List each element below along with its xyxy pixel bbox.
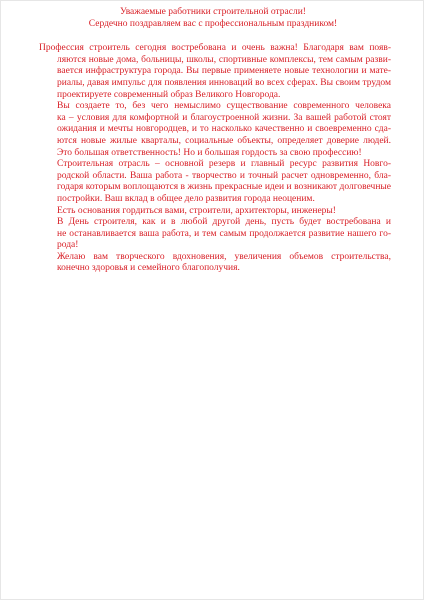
- text-line: риалы, давая импульс для появления инноваций во всех сферах. Вы своим трудом: [57, 77, 391, 88]
- text-line: Профессия строитель сегодня востребована и очень важна! Благодаря вам появ-: [39, 43, 391, 54]
- letter-body: [35, 43, 391, 275]
- letter-heading: [35, 7, 391, 30]
- heading-line-1: Уважаемые работники строительной отрасли!: [120, 7, 306, 17]
- text-line: не останавливается ваша работа, и тем самым продолжается развитие нашего го-: [57, 228, 391, 239]
- text-line: конечно здоровья и семейного благополучия.: [57, 263, 240, 274]
- text-line: Есть основания гордиться вами, строители, архитекторы, инженеры!: [57, 205, 336, 216]
- text-line: ка – условия для комфортной и благоустроенной жизни. За вашей работой стоят: [57, 112, 391, 123]
- paragraph-4: [35, 206, 391, 218]
- heading-line-2: Сердечно поздравляем вас с профессиональным праздником!: [88, 18, 338, 29]
- text-line: проектируете современный образ Великого Новгорода.: [57, 89, 281, 100]
- text-line: рода!: [57, 240, 79, 251]
- greeting-letter: [35, 7, 391, 275]
- text-line: Желаю вам творческого вдохновения, увеличения объемов строительства,: [57, 251, 391, 262]
- paragraph-5: [35, 217, 391, 252]
- paragraph-6: [35, 252, 391, 275]
- paragraph-2: [35, 101, 391, 159]
- text-line: ляются новые дома, больницы, школы, спортивные комплексы, тем самым разви-: [57, 54, 391, 65]
- text-line: ются новые жилые кварталы, социальные объекты, определяет доверие людей.: [57, 135, 391, 146]
- text-line: Вы создаете то, без чего немыслимо существование современного человека: [57, 101, 391, 112]
- text-line: ожидания и мечты новгородцев, и то насколько качественно и своевременно сда-: [57, 124, 391, 135]
- text-line: В День строителя, как и в любой другой день, пусть будет востребована и: [57, 217, 391, 228]
- text-line: Это большая ответственность! Но и большая гордость за свою профессию!: [57, 147, 362, 158]
- text-line: родской области. Ваша работа - творчество и точный расчет одновременно, бла-: [57, 170, 391, 181]
- text-line: Строительная отрасль – основной резерв и главный ресурс развития Новго-: [57, 159, 391, 170]
- paragraph-3: [35, 159, 391, 205]
- text-line: постройки. Ваш вклад в общее дело развития города неоценим.: [57, 193, 315, 204]
- text-line: вается инфраструктура города. Вы первые применяете новые технологии и мате-: [57, 66, 391, 77]
- paragraph-1: [35, 43, 391, 101]
- text-line: годаря которым воплощаются в жизнь прекрасные идеи и возникают долговечные: [57, 182, 391, 193]
